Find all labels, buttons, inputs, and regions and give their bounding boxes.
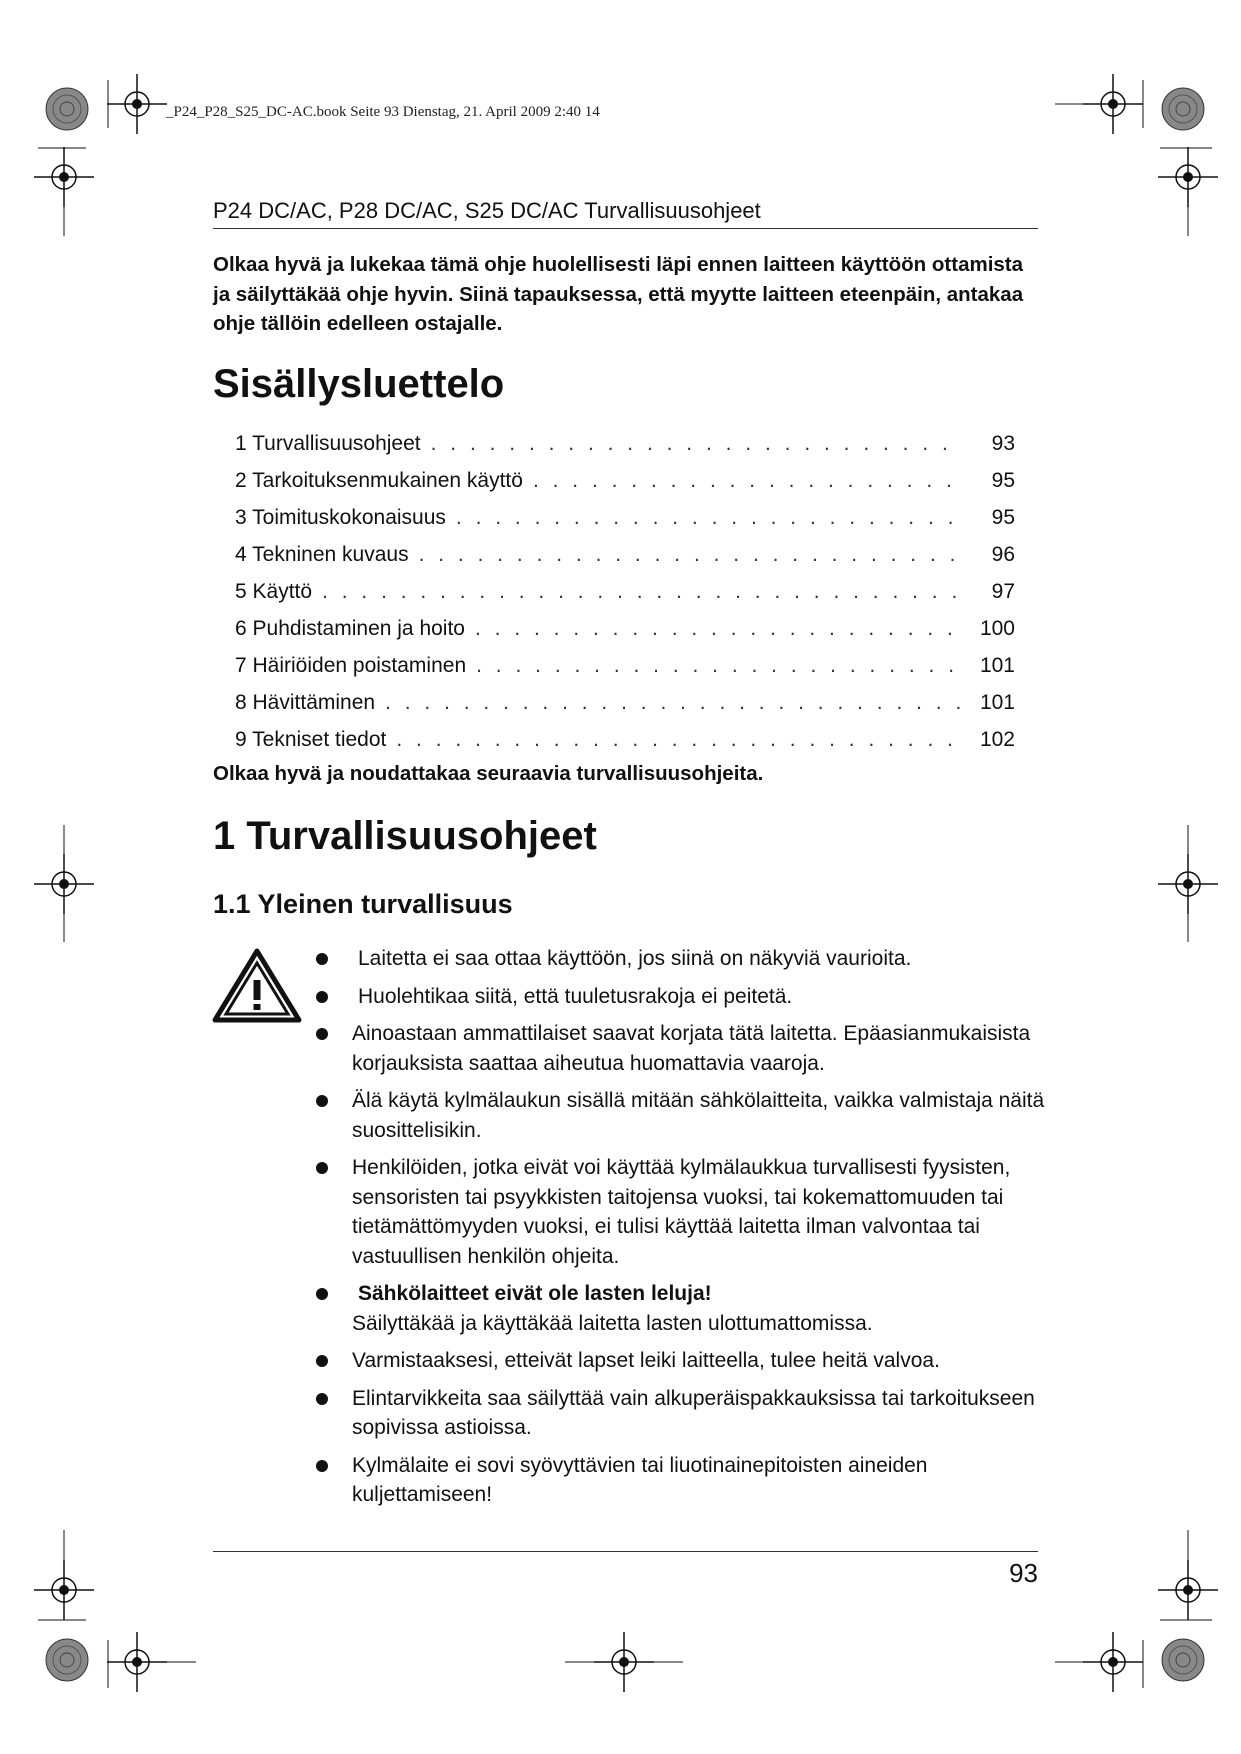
page-number: 93 [1009, 1558, 1038, 1588]
toc-leader-dots [385, 691, 963, 715]
running-header: P24 DC/AC, P28 DC/AC, S25 DC/AC Turvallisuusohjeet [213, 198, 761, 223]
toc-entry-label: 9 Tekniset tiedot [235, 727, 387, 751]
toc-entry[interactable] [235, 610, 1015, 647]
toc-entry[interactable] [235, 721, 1015, 758]
toc-entry[interactable] [235, 462, 1015, 499]
toc-entry-page: 100 [979, 616, 1015, 640]
print-slug: _P24_P28_S25_DC-AC.book Seite 93 Dienstag, 21. April 2009 2:40 14 [166, 104, 600, 120]
toc-entry-page: 101 [979, 653, 1015, 677]
bullet-text: Kylmälaite ei sovi syövyttävien tai liuotinainepitoisten aineiden kuljettamiseen! [352, 1453, 928, 1506]
toc-entry-page: 97 [991, 579, 1015, 603]
toc-entry[interactable] [235, 499, 1015, 536]
toc-entry-page: 101 [979, 690, 1015, 714]
bullet-text: Säilyttäkää ja käyttäkää laitetta lasten ulottumattomissa. [352, 1311, 873, 1335]
footer-rule [213, 1551, 1038, 1552]
bullet-text: Varmistaaksesi, etteivät lapset leiki laitteella, tulee heitä valvoa. [352, 1349, 940, 1372]
warning-triangle-icon [212, 948, 302, 1024]
subsection-title: 1.1 Yleinen turvallisuus [213, 889, 513, 919]
bullet-text: Ainoastaan ammattilaiset saavat korjata tätä laitetta. Epäasianmukaisista korjauksista saattaa aiheutua huomattavia vaaroja. [352, 1022, 1031, 1075]
toc-leader-dots [475, 617, 963, 641]
bullet-item [316, 1451, 1046, 1510]
bullet-item [316, 944, 1046, 974]
toc-entry-page: 93 [991, 431, 1015, 455]
bullet-text: Elintarvikkeita saa säilyttää vain alkuperäispakkauksissa tai tarkoitukseen sopivissa astioissa. [352, 1386, 1035, 1439]
toc-entry-label: 1 Turvallisuusohjeet [235, 431, 421, 455]
toc-leader-dots [396, 728, 963, 752]
toc-entry[interactable] [235, 536, 1015, 573]
toc-entry[interactable] [235, 684, 1015, 721]
header-rule [213, 228, 1038, 229]
toc-entry-label: 8 Hävittäminen [235, 690, 376, 714]
toc-entry-page: 96 [991, 542, 1015, 566]
toc-leader-dots [533, 469, 963, 493]
toc-entry[interactable] [235, 573, 1015, 610]
bullet-text: Huolehtikaa siitä, että tuuletusrakoja ei peitetä. [358, 984, 793, 1008]
section-title: 1 Turvallisuusohjeet [213, 814, 597, 858]
bullet-text: Laitetta ei saa ottaa käyttöön, jos siinä on näkyviä vaurioita. [358, 947, 912, 970]
bullet-text: Henkilöiden, jotka eivät voi käyttää kylmälaukkua turvallisesti fyysisten, sensoristen tai psyykkisten taitojensa vuoksi, tai kokemattomuuden tai tietämättömyyden vuoksi, ei tulisi käyttää laitetta ilman valvontaa tai vastuullisen henkilön ohjeita. [352, 1156, 1011, 1268]
safety-notice: Olkaa hyvä ja noudattakaa seuraavia turvallisuusohjeita. [213, 762, 764, 785]
toc-entry-page: 95 [991, 505, 1015, 529]
toc-entry-label: 6 Puhdistaminen ja hoito [235, 616, 465, 640]
toc-entry-label: 4 Tekninen kuvaus [235, 542, 409, 566]
toc-leader-dots [322, 580, 963, 604]
toc-title: Sisällysluettelo [213, 362, 505, 406]
toc-leader-dots [456, 506, 963, 530]
bullet-item [316, 1384, 1046, 1443]
bullet-item [316, 1019, 1046, 1078]
toc-leader-dots [419, 543, 963, 567]
bullet-text: Älä käytä kylmälaukun sisällä mitään sähkölaitteita, vaikka valmistaja näitä suosittelisikin. [352, 1089, 1045, 1142]
bullet-bold-text: Sähkölaitteet eivät ole lasten leluja! [358, 1282, 712, 1305]
toc-entry-label: 5 Käyttö [235, 579, 313, 603]
intro-paragraph: Olkaa hyvä ja lukekaa tämä ohje huolellisesti läpi ennen laitteen käyttöön ottamista ja säilyttäkää ohje hyvin. Siinä tapauksessa, että myytte laitteen eteenpäin, antakaa ohje tällöin edelleen ostajalle. [213, 253, 1024, 335]
bullet-item [316, 1346, 1046, 1376]
toc-entry-label: 3 Toimituskokonaisuus [235, 505, 446, 529]
toc-entry-page: 102 [979, 727, 1015, 751]
bullet-item [316, 1279, 1046, 1338]
toc-leader-dots [476, 654, 963, 678]
toc-entry[interactable] [235, 647, 1015, 684]
bullet-item [316, 1086, 1046, 1145]
bullet-item [316, 1153, 1046, 1271]
toc-leader-dots [431, 432, 963, 456]
table-of-contents [235, 425, 1015, 758]
safety-bullet-list [316, 944, 1046, 1518]
toc-entry[interactable] [235, 425, 1015, 462]
bullet-item [316, 982, 1046, 1012]
toc-entry-page: 95 [991, 468, 1015, 492]
toc-entry-label: 2 Tarkoituksenmukainen käyttö [235, 468, 523, 492]
toc-entry-label: 7 Häiriöiden poistaminen [235, 653, 467, 677]
